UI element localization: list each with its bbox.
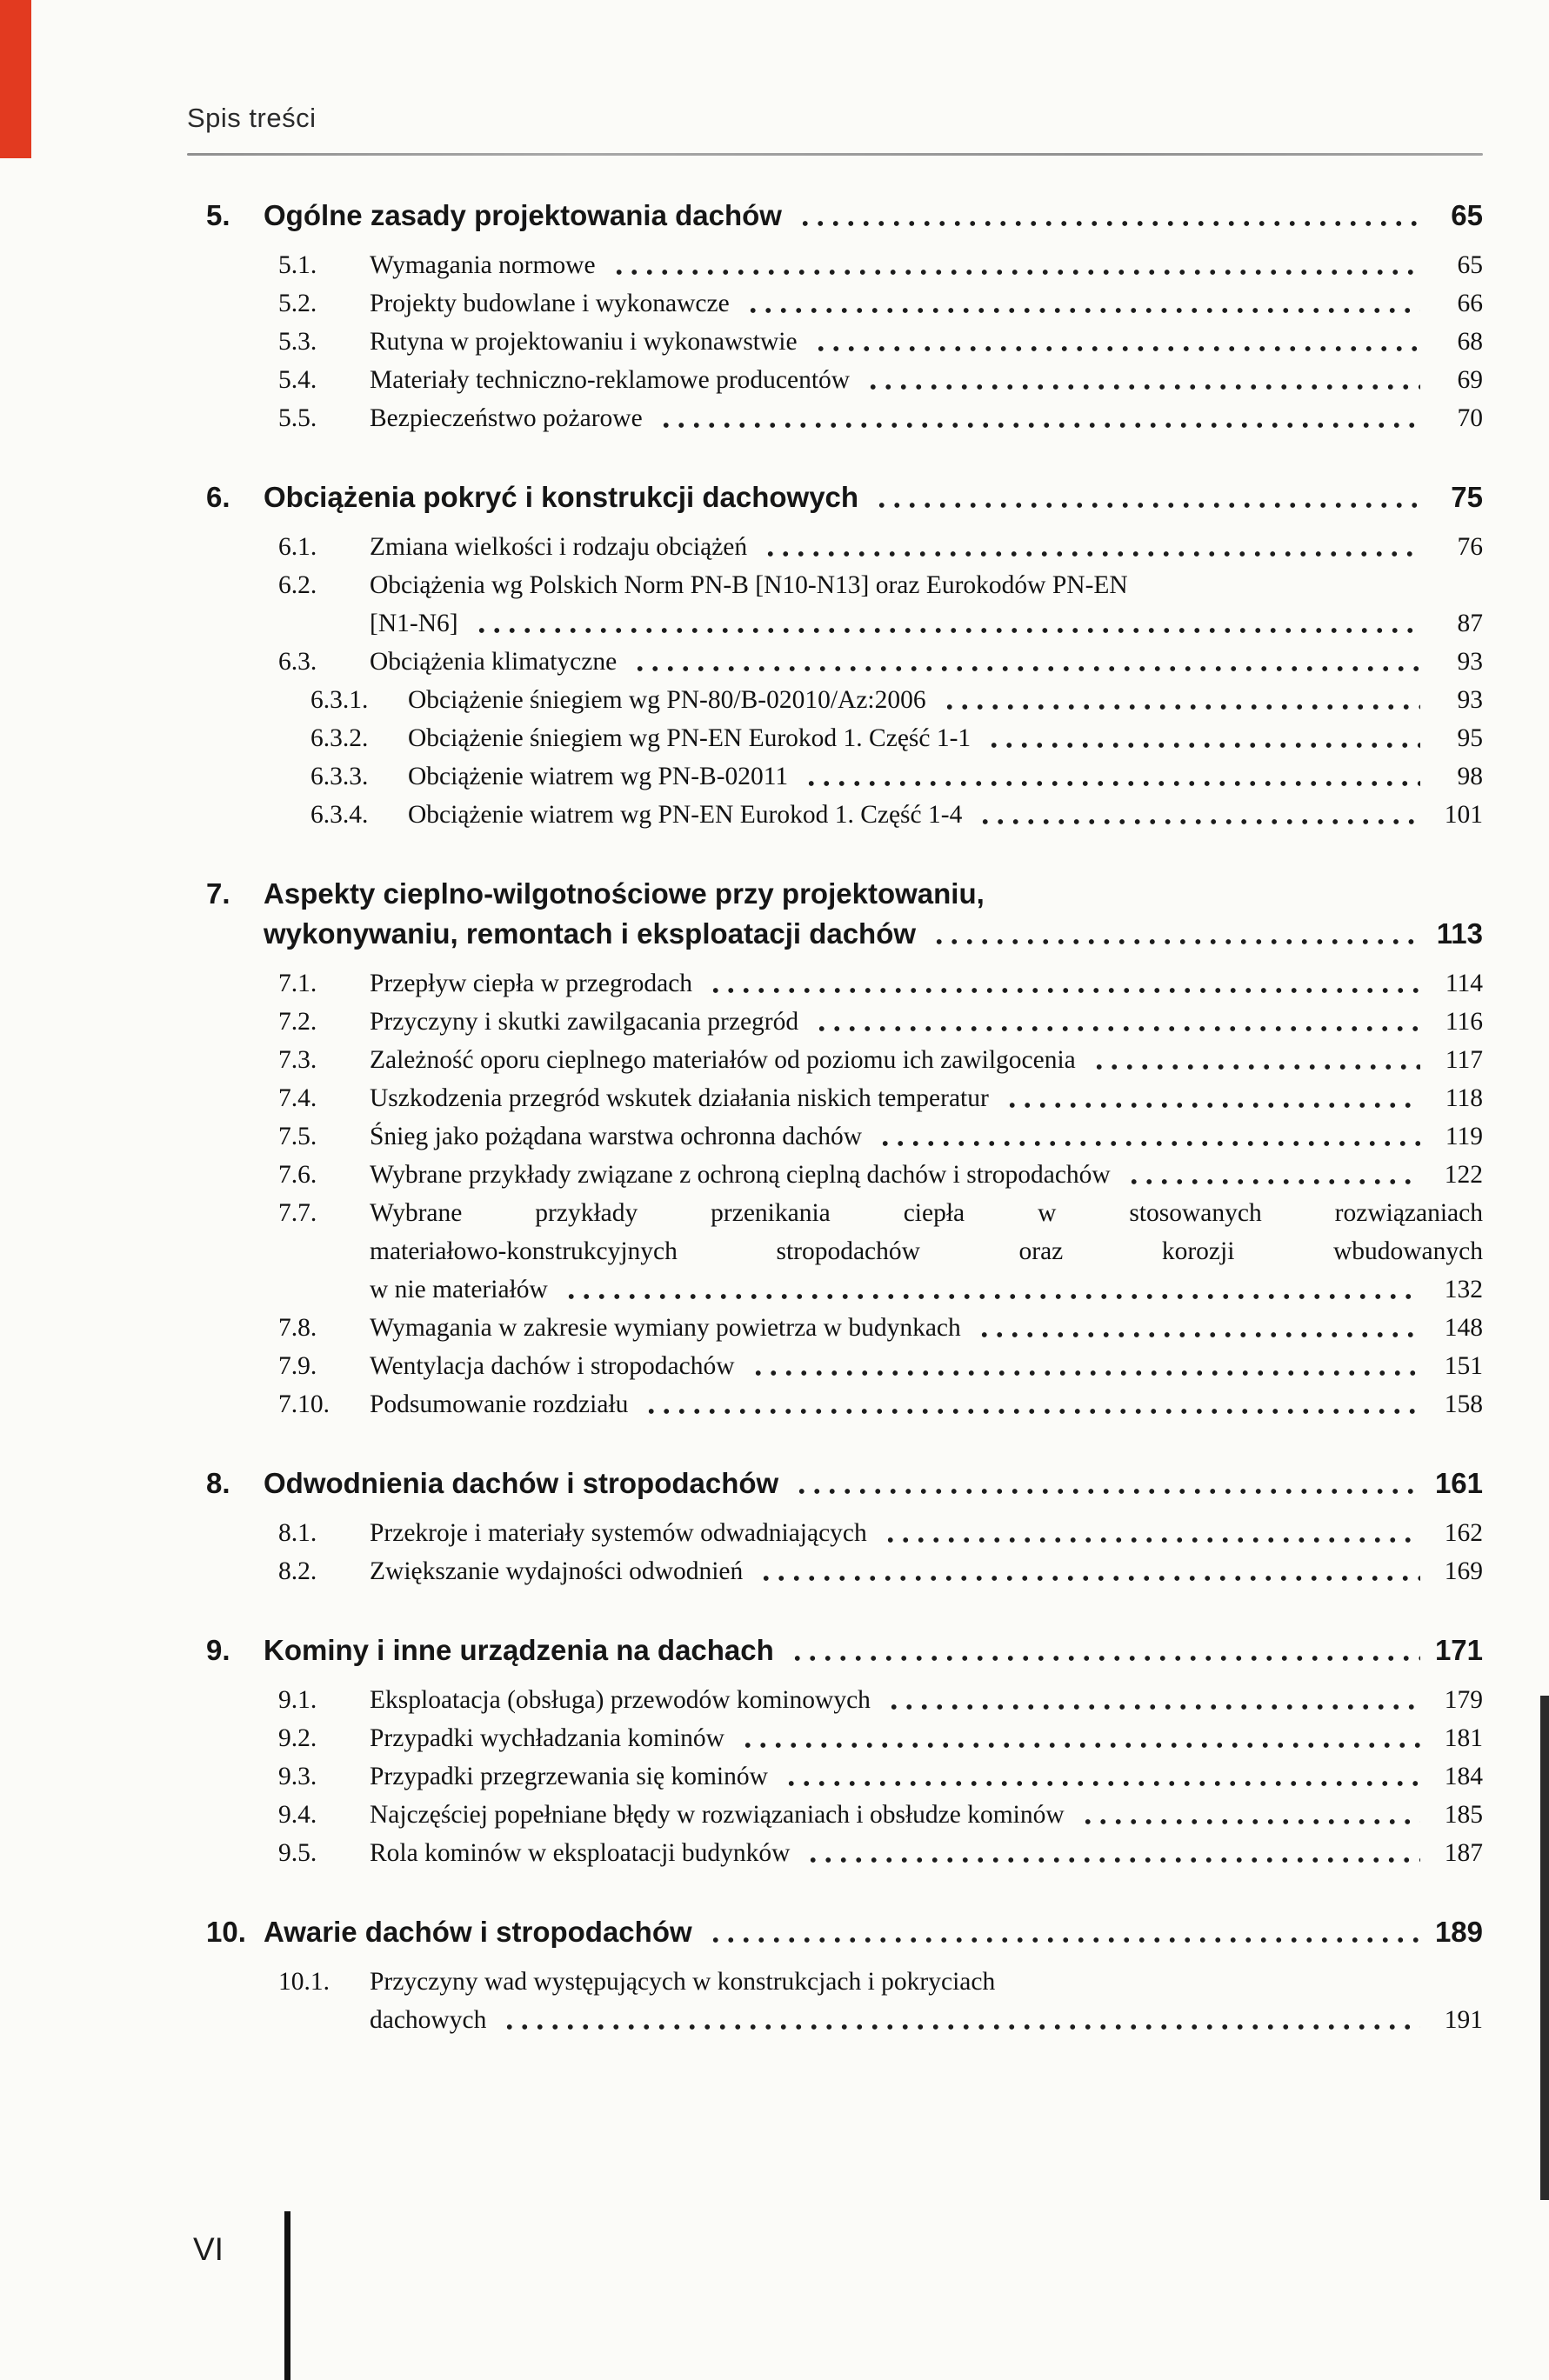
dot-leader (737, 1719, 1420, 1757)
dot-leader (928, 914, 1420, 954)
entry-body (370, 1552, 1483, 1590)
dot-leader (786, 1630, 1420, 1670)
entry-body (370, 1041, 1483, 1079)
dot-leader (810, 323, 1420, 361)
entry-title: Wymagania w zakresie wymiany powietrza w budynkach (370, 1314, 961, 1342)
dot-leader (879, 1514, 1420, 1552)
toc-chapter-heading (187, 477, 1483, 517)
entry-number: 6.1. (278, 533, 317, 561)
page-number: 76 (1457, 533, 1483, 561)
dot-leader (802, 1834, 1420, 1872)
entry-lastline (370, 399, 1483, 437)
dot-leader (874, 1117, 1420, 1156)
dot-leader (755, 1552, 1420, 1590)
entry-title: Zależność oporu cieplnego materiałów od poziomu ich zawilgocenia (370, 1046, 1076, 1074)
dot-leader (791, 1463, 1420, 1503)
entry-title: Podsumowanie rozdziału (370, 1390, 629, 1418)
entry-lastline (264, 477, 1483, 517)
page-number: 118 (1445, 1084, 1483, 1112)
entry-title: Najczęściej popełniane błędy w rozwiązaniach i obsłudze kominów (370, 1801, 1065, 1829)
dot-leader (498, 2001, 1420, 2039)
toc-entry (187, 1834, 1483, 1872)
entry-number: 7.5. (278, 1123, 317, 1150)
entry-lastline (370, 964, 1483, 1003)
dot-leader (471, 604, 1420, 643)
page-number: 132 (1444, 1276, 1483, 1303)
entry-body (370, 323, 1483, 361)
page-number: 162 (1444, 1519, 1483, 1547)
entry-number: 9.4. (278, 1801, 317, 1829)
entry-body (370, 1796, 1483, 1834)
entry-body (370, 1385, 1483, 1423)
entry-title: Obciążenie śniegiem wg PN-80/B-02010/Az:2006 (408, 686, 926, 714)
entry-title-line: Obciążenia wg Polskich Norm PN-B [N10-N13] oraz Eurokodów PN-EN (370, 571, 1128, 599)
dot-leader (974, 796, 1420, 834)
entry-number: 7.9. (278, 1352, 317, 1380)
entry-title: Przekroje i materiały systemów odwadniających (370, 1519, 867, 1547)
dot-leader (704, 964, 1420, 1003)
entry-lastline (370, 528, 1483, 566)
page-number: 113 (1436, 917, 1483, 950)
entry-body (370, 1757, 1483, 1796)
footer-rule (284, 2211, 290, 2380)
entry-body (370, 1194, 1483, 1309)
page-number: 171 (1434, 1634, 1483, 1666)
dot-leader (862, 361, 1420, 399)
toc-entry (187, 1156, 1483, 1194)
toc-entry (187, 1309, 1483, 1347)
entry-number: 5.4. (278, 366, 317, 394)
entry-title: Projekty budowlane i wykonawcze (370, 290, 730, 317)
entry-number: 6.3.1. (310, 686, 369, 714)
entry-body (370, 1117, 1483, 1156)
entry-number: 7.10. (278, 1390, 330, 1418)
dot-leader (640, 1385, 1420, 1423)
entry-lastline (370, 1681, 1483, 1719)
entry-lastline (370, 1385, 1483, 1423)
entry-lastline (370, 284, 1483, 323)
toc-entry (187, 1003, 1483, 1041)
page-number: 148 (1444, 1314, 1483, 1342)
entry-body (370, 246, 1483, 284)
dot-leader (811, 1003, 1420, 1041)
entry-body (370, 1309, 1483, 1347)
page-number: 187 (1444, 1839, 1483, 1867)
page-number: 66 (1457, 290, 1483, 317)
entry-number: 10. (206, 1916, 246, 1948)
toc-entry (187, 757, 1483, 796)
entry-title: Kominy i inne urządzenia na dachach (264, 1634, 774, 1666)
dot-leader (655, 399, 1420, 437)
page-number: 119 (1445, 1123, 1483, 1150)
entry-number: 5.1. (278, 251, 317, 279)
entry-body (370, 1347, 1483, 1385)
entry-lastline (264, 196, 1483, 236)
entry-title: Zmiana wielkości i rodzaju obciążeń (370, 533, 748, 561)
toc-entry (187, 1194, 1483, 1309)
entry-number: 8. (206, 1467, 230, 1499)
entry-body (370, 361, 1483, 399)
entry-lastline (408, 757, 1483, 796)
page-number: 95 (1457, 724, 1483, 752)
entry-body (370, 643, 1483, 681)
entry-title: Ogólne zasady projektowania dachów (264, 199, 782, 231)
page-number: 179 (1444, 1686, 1483, 1714)
page-number: 122 (1444, 1161, 1483, 1189)
entry-lastline (370, 643, 1483, 681)
entry-body (264, 1630, 1483, 1670)
entry-title: Obciążenia pokryć i konstrukcji dachowych (264, 481, 859, 513)
entry-number: 6.3.4. (310, 801, 369, 829)
entry-title: Wentylacja dachów i stropodachów (370, 1352, 735, 1380)
footer-page-number: VI (193, 2231, 224, 2267)
dot-leader (1088, 1041, 1420, 1079)
dot-leader (1123, 1156, 1420, 1194)
entry-title: Wymagania normowe (370, 251, 596, 279)
page-number: 93 (1457, 648, 1483, 676)
entry-body (408, 757, 1483, 796)
entry-number: 8.1. (278, 1519, 317, 1547)
dot-leader (608, 246, 1420, 284)
toc-entry (187, 284, 1483, 323)
entry-lastline (370, 361, 1483, 399)
entry-body (264, 477, 1483, 517)
entry-body (408, 719, 1483, 757)
dot-leader (1077, 1796, 1420, 1834)
entry-title: w nie materiałów (370, 1276, 548, 1303)
entry-title: Przepływ ciepła w przegrodach (370, 970, 693, 997)
entry-body (408, 681, 1483, 719)
entry-number: 7.3. (278, 1046, 317, 1074)
page-number: 181 (1444, 1724, 1483, 1752)
entry-body (370, 1963, 1483, 2039)
toc-entry (187, 1117, 1483, 1156)
entry-body (370, 1834, 1483, 1872)
entry-body (370, 566, 1483, 643)
entry-title: Obciążenia klimatyczne (370, 648, 618, 676)
entry-title: wykonywaniu, remontach i eksploatacji dachów (264, 917, 917, 950)
entry-body (370, 284, 1483, 323)
page-edge-shadow (1540, 1696, 1549, 2200)
entry-body (370, 528, 1483, 566)
entry-number: 6.3.2. (310, 724, 369, 752)
red-edge-accent (0, 0, 31, 158)
entry-lastline (370, 1347, 1483, 1385)
entry-title: Eksploatacja (obsługa) przewodów kominowych (370, 1686, 871, 1714)
toc-entry (187, 399, 1483, 437)
page-number: 189 (1434, 1916, 1483, 1948)
page-header: Spis treści (187, 103, 317, 133)
entry-number: 7. (206, 877, 230, 910)
page-number: 169 (1444, 1557, 1483, 1585)
entry-body (370, 1681, 1483, 1719)
entry-body (370, 399, 1483, 437)
page-number: 75 (1451, 481, 1483, 513)
toc-entry (187, 566, 1483, 643)
entry-title-line: Wybrane przykłady przenikania ciepła w stosowanych rozwiązaniach (370, 1199, 1483, 1227)
entry-body (264, 874, 1483, 954)
page-number: 116 (1445, 1008, 1483, 1036)
toc-entry (187, 1552, 1483, 1590)
entry-body (264, 196, 1483, 236)
entry-body (408, 796, 1483, 834)
entry-title: Uszkodzenia przegród wskutek działania niskich temperatur (370, 1084, 989, 1112)
entry-title: Wybrane przykłady związane z ochroną cieplną dachów i stropodachów (370, 1161, 1111, 1189)
page-number: 93 (1457, 686, 1483, 714)
entry-body (370, 1514, 1483, 1552)
page-number: 161 (1434, 1467, 1483, 1499)
entry-body (370, 1719, 1483, 1757)
toc-entry (187, 964, 1483, 1003)
page-number: 65 (1457, 251, 1483, 279)
entry-number: 9.2. (278, 1724, 317, 1752)
dot-leader (560, 1270, 1420, 1309)
page-number: 68 (1457, 328, 1483, 356)
entry-lastline (370, 1552, 1483, 1590)
page-number: 101 (1444, 801, 1483, 829)
dot-leader (704, 1912, 1420, 1952)
entry-body (370, 964, 1483, 1003)
entry-title: Odwodnienia dachów i stropodachów (264, 1467, 779, 1499)
entry-body (264, 1912, 1483, 1952)
toc-entry (187, 1757, 1483, 1796)
entry-number: 7.4. (278, 1084, 317, 1112)
entry-title: Śnieg jako pożądana warstwa ochronna dachów (370, 1123, 863, 1150)
toc-entry (187, 1079, 1483, 1117)
entry-number: 10.1. (278, 1968, 330, 1996)
entry-number: 8.2. (278, 1557, 317, 1585)
entry-title: Rutyna w projektowaniu i wykonawstwie (370, 328, 798, 356)
entry-number: 6.3. (278, 648, 317, 676)
entry-number: 5.5. (278, 404, 317, 432)
entry-lastline (408, 796, 1483, 834)
entry-title: Obciążenie wiatrem wg PN-EN Eurokod 1. Część 1-4 (408, 801, 963, 829)
toc-entry (187, 643, 1483, 681)
dot-leader (629, 643, 1420, 681)
page-number: 151 (1444, 1352, 1483, 1380)
entry-lastline (408, 681, 1483, 719)
page-number: 98 (1457, 763, 1483, 790)
entry-body (370, 1156, 1483, 1194)
entry-number: 7.7. (278, 1199, 317, 1227)
toc-chapter-heading (187, 1912, 1483, 1952)
toc-chapter-heading (187, 196, 1483, 236)
entry-body (370, 1079, 1483, 1117)
entry-title-line: Przyczyny wad występujących w konstrukcjach i pokryciach (370, 1968, 996, 1996)
dot-leader (759, 528, 1420, 566)
toc-chapter-heading (187, 874, 1483, 954)
entry-body (370, 1003, 1483, 1041)
toc-entry (187, 1963, 1483, 2039)
dot-leader (780, 1757, 1420, 1796)
entry-number: 7.1. (278, 970, 317, 997)
toc-entry (187, 528, 1483, 566)
entry-title: [N1-N6] (370, 610, 458, 637)
dot-leader (938, 681, 1420, 719)
entry-lastline (370, 1041, 1483, 1079)
entry-title: Przypadki wychładzania kominów (370, 1724, 724, 1752)
page-number: 117 (1445, 1046, 1483, 1074)
entry-lastline (370, 1003, 1483, 1041)
entry-number: 6.2. (278, 571, 317, 599)
page-number: 69 (1457, 366, 1483, 394)
entry-title: Obciążenie śniegiem wg PN-EN Eurokod 1. Część 1-1 (408, 724, 971, 752)
dot-leader (883, 1681, 1420, 1719)
toc-entry (187, 796, 1483, 834)
entry-lastline (370, 604, 1483, 643)
entry-title: Obciążenie wiatrem wg PN-B-02011 (408, 763, 789, 790)
dot-leader (1001, 1079, 1420, 1117)
page-number: 184 (1444, 1763, 1483, 1790)
entry-lastline (264, 1630, 1483, 1670)
toc-entry (187, 1347, 1483, 1385)
entry-number: 6. (206, 481, 230, 513)
entry-title: Przypadki przegrzewania się kominów (370, 1763, 768, 1790)
toc-entry (187, 1514, 1483, 1552)
entry-body (264, 1463, 1483, 1503)
entry-lastline (264, 1912, 1483, 1952)
entry-lastline (370, 1719, 1483, 1757)
page-content (187, 103, 1483, 2039)
toc-entry (187, 246, 1483, 284)
entry-lastline (370, 1156, 1483, 1194)
entry-lastline (370, 1514, 1483, 1552)
entry-number: 7.2. (278, 1008, 317, 1036)
entry-lastline (370, 246, 1483, 284)
entry-title: Przyczyny i skutki zawilgacania przegród (370, 1008, 799, 1036)
page-number: 70 (1457, 404, 1483, 432)
dot-leader (742, 284, 1420, 323)
page-number: 158 (1444, 1390, 1483, 1418)
page-number: 191 (1444, 2006, 1483, 2034)
toc-entry (187, 323, 1483, 361)
toc (187, 196, 1483, 2039)
toc-chapter-heading (187, 1630, 1483, 1670)
entry-number: 9.3. (278, 1763, 317, 1790)
dot-leader (747, 1347, 1421, 1385)
entry-number: 9. (206, 1634, 230, 1666)
entry-lastline (370, 1079, 1483, 1117)
entry-number: 5. (206, 199, 230, 231)
entry-number: 9.5. (278, 1839, 317, 1867)
entry-lastline (370, 2001, 1483, 2039)
entry-title: Rola kominów w eksploatacji budynków (370, 1839, 791, 1867)
entry-title: Materiały techniczno-reklamowe producentów (370, 366, 851, 394)
entry-lastline (370, 1834, 1483, 1872)
dot-leader (794, 196, 1420, 236)
dot-leader (973, 1309, 1420, 1347)
entry-title: Zwiększanie wydajności odwodnień (370, 1557, 744, 1585)
page-number: 87 (1457, 610, 1483, 637)
entry-number: 7.6. (278, 1161, 317, 1189)
page-number: 114 (1445, 970, 1483, 997)
entry-number: 6.3.3. (310, 763, 369, 790)
toc-entry (187, 719, 1483, 757)
entry-title-line: materiałowo-konstrukcyjnych stropodachów oraz korozji wbudowanych (370, 1237, 1483, 1265)
entry-number: 5.2. (278, 290, 317, 317)
entry-lastline (370, 323, 1483, 361)
toc-entry (187, 1385, 1483, 1423)
toc-entry (187, 1719, 1483, 1757)
dot-leader (871, 477, 1420, 517)
entry-title: Bezpieczeństwo pożarowe (370, 404, 643, 432)
entry-title-line: Aspekty cieplno-wilgotnościowe przy projektowaniu, (264, 877, 985, 910)
entry-number: 7.8. (278, 1314, 317, 1342)
entry-title: dachowych (370, 2006, 487, 2034)
entry-number: 5.3. (278, 328, 317, 356)
entry-lastline (264, 1463, 1483, 1503)
toc-entry (187, 1681, 1483, 1719)
toc-entry (187, 1041, 1483, 1079)
page-number: 65 (1451, 199, 1483, 231)
page-number: 185 (1444, 1801, 1483, 1829)
toc-chapter-heading (187, 1463, 1483, 1503)
header-rule (187, 153, 1483, 156)
entry-lastline (408, 719, 1483, 757)
entry-lastline (370, 1309, 1483, 1347)
entry-lastline (370, 1757, 1483, 1796)
entry-number: 9.1. (278, 1686, 317, 1714)
entry-lastline (370, 1117, 1483, 1156)
entry-lastline (370, 1270, 1483, 1309)
entry-title: Awarie dachów i stropodachów (264, 1916, 692, 1948)
toc-entry (187, 1796, 1483, 1834)
entry-lastline (370, 1796, 1483, 1834)
entry-lastline (264, 914, 1483, 954)
dot-leader (800, 757, 1420, 796)
toc-entry (187, 681, 1483, 719)
dot-leader (983, 719, 1420, 757)
toc-entry (187, 361, 1483, 399)
